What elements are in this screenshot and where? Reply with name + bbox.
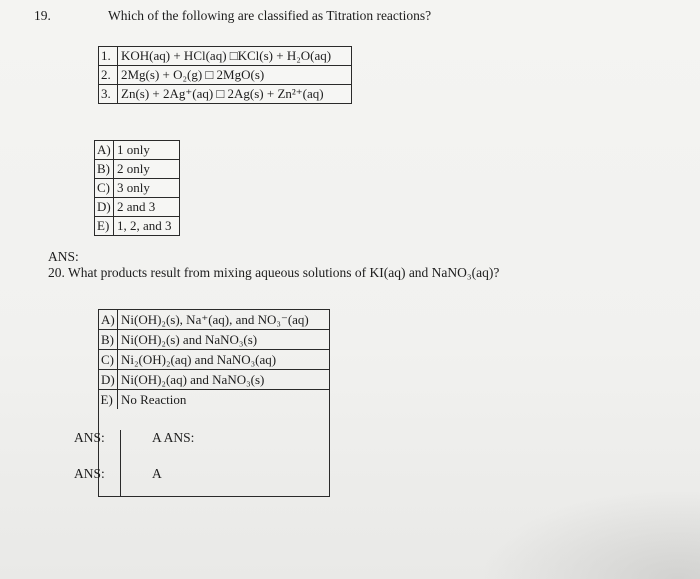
option-key: E): [95, 217, 114, 236]
option-row[interactable]: [99, 330, 330, 350]
option-row[interactable]: [95, 198, 180, 217]
reaction-text: KOH(aq) + HCl(aq) □KCl(s) + H₂O(aq): [118, 47, 352, 66]
q20-ans-label-1: ANS:: [74, 430, 105, 445]
option-key: B): [95, 160, 114, 179]
option-key: D): [99, 370, 118, 390]
option-row[interactable]: [99, 350, 330, 370]
option-key: E): [99, 390, 118, 410]
option-text: 3 only: [114, 179, 180, 198]
option-text: Ni₂(OH)₂(aq) and NaNO₃(aq): [118, 350, 330, 370]
reaction-row: [99, 66, 352, 85]
reaction-number: 3.: [99, 85, 118, 104]
option-text: Ni(OH)₂(s), Na⁺(aq), and NO₃⁻(aq): [118, 310, 330, 330]
option-row[interactable]: [95, 179, 180, 198]
option-key: B): [99, 330, 118, 350]
q20-ans-value-1: A ANS:: [152, 430, 195, 445]
option-key: A): [99, 310, 118, 330]
reaction-number: 1.: [99, 47, 118, 66]
q20-box-divider: [120, 430, 121, 497]
q19-ans-label: ANS:: [48, 249, 79, 264]
q20-options-table: [98, 309, 330, 409]
option-row[interactable]: [99, 370, 330, 390]
option-row[interactable]: [95, 217, 180, 236]
q20-question: 20. What products result from mixing aqueous solutions of KI(aq) and NaNO₃(aq)?: [48, 265, 500, 280]
q19-options-table: [94, 140, 180, 236]
q20-ans-value-2: A: [152, 466, 162, 481]
q19-question: Which of the following are classified as Titration reactions?: [108, 8, 432, 23]
option-text: 1, 2, and 3: [114, 217, 180, 236]
option-text: No Reaction: [121, 392, 187, 407]
option-row[interactable]: [99, 390, 330, 410]
option-row[interactable]: [95, 160, 180, 179]
option-row[interactable]: [95, 141, 180, 160]
option-text: Ni(OH)₂(aq) and NaNO₃(s): [118, 370, 330, 390]
reaction-row: [99, 85, 352, 104]
reaction-number: 2.: [99, 66, 118, 85]
reaction-text: 2Mg(s) + O₂(g) □ 2MgO(s): [118, 66, 352, 85]
q19-number: 19.: [34, 8, 51, 23]
reaction-row: [99, 47, 352, 66]
option-row[interactable]: [99, 310, 330, 330]
option-text: 2 and 3: [114, 198, 180, 217]
option-key: C): [99, 350, 118, 370]
page-shadow: [480, 489, 700, 579]
reaction-text: Zn(s) + 2Ag⁺(aq) □ 2Ag(s) + Zn²⁺(aq): [118, 85, 352, 104]
option-text: 2 only: [114, 160, 180, 179]
option-text: 1 only: [114, 141, 180, 160]
option-key: A): [95, 141, 114, 160]
option-key: D): [95, 198, 114, 217]
option-key: C): [95, 179, 114, 198]
q19-reactions-table: [98, 46, 352, 104]
q20-ans-label-2: ANS:: [74, 466, 105, 481]
option-text: Ni(OH)₂(s) and NaNO₃(s): [118, 330, 330, 350]
